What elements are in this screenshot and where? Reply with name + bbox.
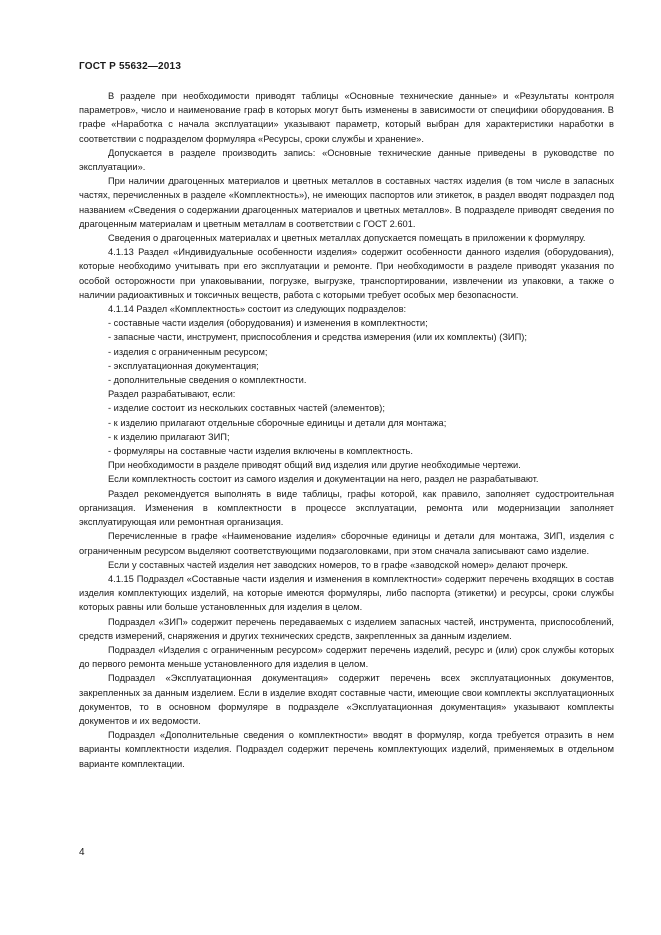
list-item: - к изделию прилагают ЗИП; (108, 431, 230, 442)
list-item: - к изделию прилагают отдельные сборочные единицы и детали для монтажа; (108, 417, 447, 428)
paragraph: Сведения о драгоценных материалах и цветных металлах допускается помещать в приложении к формуляру. (108, 233, 586, 244)
list-item: - запасные части, инструмент, приспособления и средства измерения (или их комплекты) (ЗИП); (108, 332, 527, 343)
list-item: - формуляры на составные части изделия включены в комплектность. (108, 446, 413, 457)
paragraph: Подраздел «ЗИП» содержит перечень передаваемых с изделием запасных частей, инструмента, приспособлений, средств измерений, снаряжения и других технических средств, закрепленных за данным изделием. (79, 616, 614, 641)
paragraph: Подраздел «Дополнительные сведения о комплектности» вводят в формуляр, когда требуется отразить в нем варианты комплектности изделия. Подраздел содержит перечень комплектующих изделий, применяемых в отдельном варианте комплектации. (79, 730, 614, 769)
list-item: - составные части изделия (оборудования) и изменения в комплектности; (108, 318, 428, 329)
paragraph: 4.1.14 Раздел «Комплектность» состоит из следующих подразделов: (108, 304, 407, 315)
paragraph: При наличии драгоценных материалов и цветных металлов в составных частях изделия (в том числе в запасных частях, перечисленных в разделе «Комплектность»), не имеющих паспортов или этикеток, в раздел вводят подраздел под названием «Сведения о содержании драгоценных материалов и цветных металлов». В подразделе приводят сведения по драгоценным материалам и цветным металлам в соответствии с ГОСТ 2.601. (79, 176, 614, 229)
list-item: - изделие состоит из нескольких составных частей (элементов); (108, 403, 385, 414)
list-item: - дополнительные сведения о комплектности. (108, 375, 307, 386)
subheading: Раздел разрабатывают, если: (108, 389, 236, 400)
list-item: - изделия с ограниченным ресурсом; (108, 346, 268, 357)
page-number: 4 (79, 847, 85, 858)
paragraph: 4.1.13 Раздел «Индивидуальные особенности изделия» содержит особенности данного изделия (оборудования), которые необходимо учитывать при его эксплуатации и ремонте. При необходимости в разделе приводят указания по особой осторожности при упаковывании, погрузке, выгрузке, транспортировании, извлечении из упаковки, а также о наличии радиоактивных и токсичных веществ, работа с которыми требует особых мер безопасности. (79, 247, 614, 300)
document-header: ГОСТ Р 55632—2013 (79, 61, 182, 72)
paragraph: Подраздел «Эксплуатационная документация» содержит перечень всех эксплуатационных документов, закрепленных за данным изделием. Если в изделие входят составные части, имеющие свои комплекты эксплуатационных документов, то в основном формуляре в подразделе «Эксплуатационная документация» указывают комплекты документов и их ведомости. (79, 673, 614, 726)
paragraph: Если комплектность состоит из самого изделия и документации на него, раздел не разрабатывают. (108, 474, 539, 485)
list-item: - эксплуатационная документация; (108, 360, 259, 371)
paragraph: Если у составных частей изделия нет заводских номеров, то в графе «заводской номер» делают прочерк. (108, 559, 568, 570)
paragraph: Раздел рекомендуется выполнять в виде таблицы, графы которой, как правило, заполняет судостроительная организация. Изменения в комплектности в процессе эксплуатации, ремонта или модернизации заполняет эксплуатирующая или ремонтная организация. (79, 488, 614, 528)
paragraph: Допускается в разделе производить запись: «Основные технические данные приведены в руководстве по эксплуатации». (79, 147, 614, 173)
paragraph: 4.1.15 Подраздел «Составные части изделия и изменения в комплектности» содержит перечень входящих в состав изделия комплектующих изделий, на которые имеются формуляры, либо паспорта (этикетки) и ресурсы, сроки службы которых равны или больше установленных для изделия в целом. (79, 573, 614, 613)
paragraph: Перечисленные в графе «Наименование изделия» сборочные единицы и детали для монтажа, ЗИП, изделия с ограниченным ресурсом выделяют соответствующими подзаголовками, при этом сначала записывают само изделие. (79, 531, 614, 556)
paragraph: При необходимости в разделе приводят общий вид изделия или другие необходимые чертежи. (108, 460, 521, 471)
paragraph: Подраздел «Изделия с ограниченным ресурсом» содержит перечень изделий, ресурс и (или) срок службы которых до первого ремонта меньше установленного для изделия в целом. (79, 644, 614, 670)
document-body (79, 89, 614, 771)
paragraph: В разделе при необходимости приводят таблицы «Основные технические данные» и «Результаты контроля параметров», число и наименование граф в которых могут быть изменены в зависимости от специфики оборудования. В графе «Наработка с начала эксплуатации» указывают параметр, который выбран для характеристики наработки в соответствии с подразделом формуляра «Ресурсы, сроки службы и хранение». (79, 91, 614, 144)
